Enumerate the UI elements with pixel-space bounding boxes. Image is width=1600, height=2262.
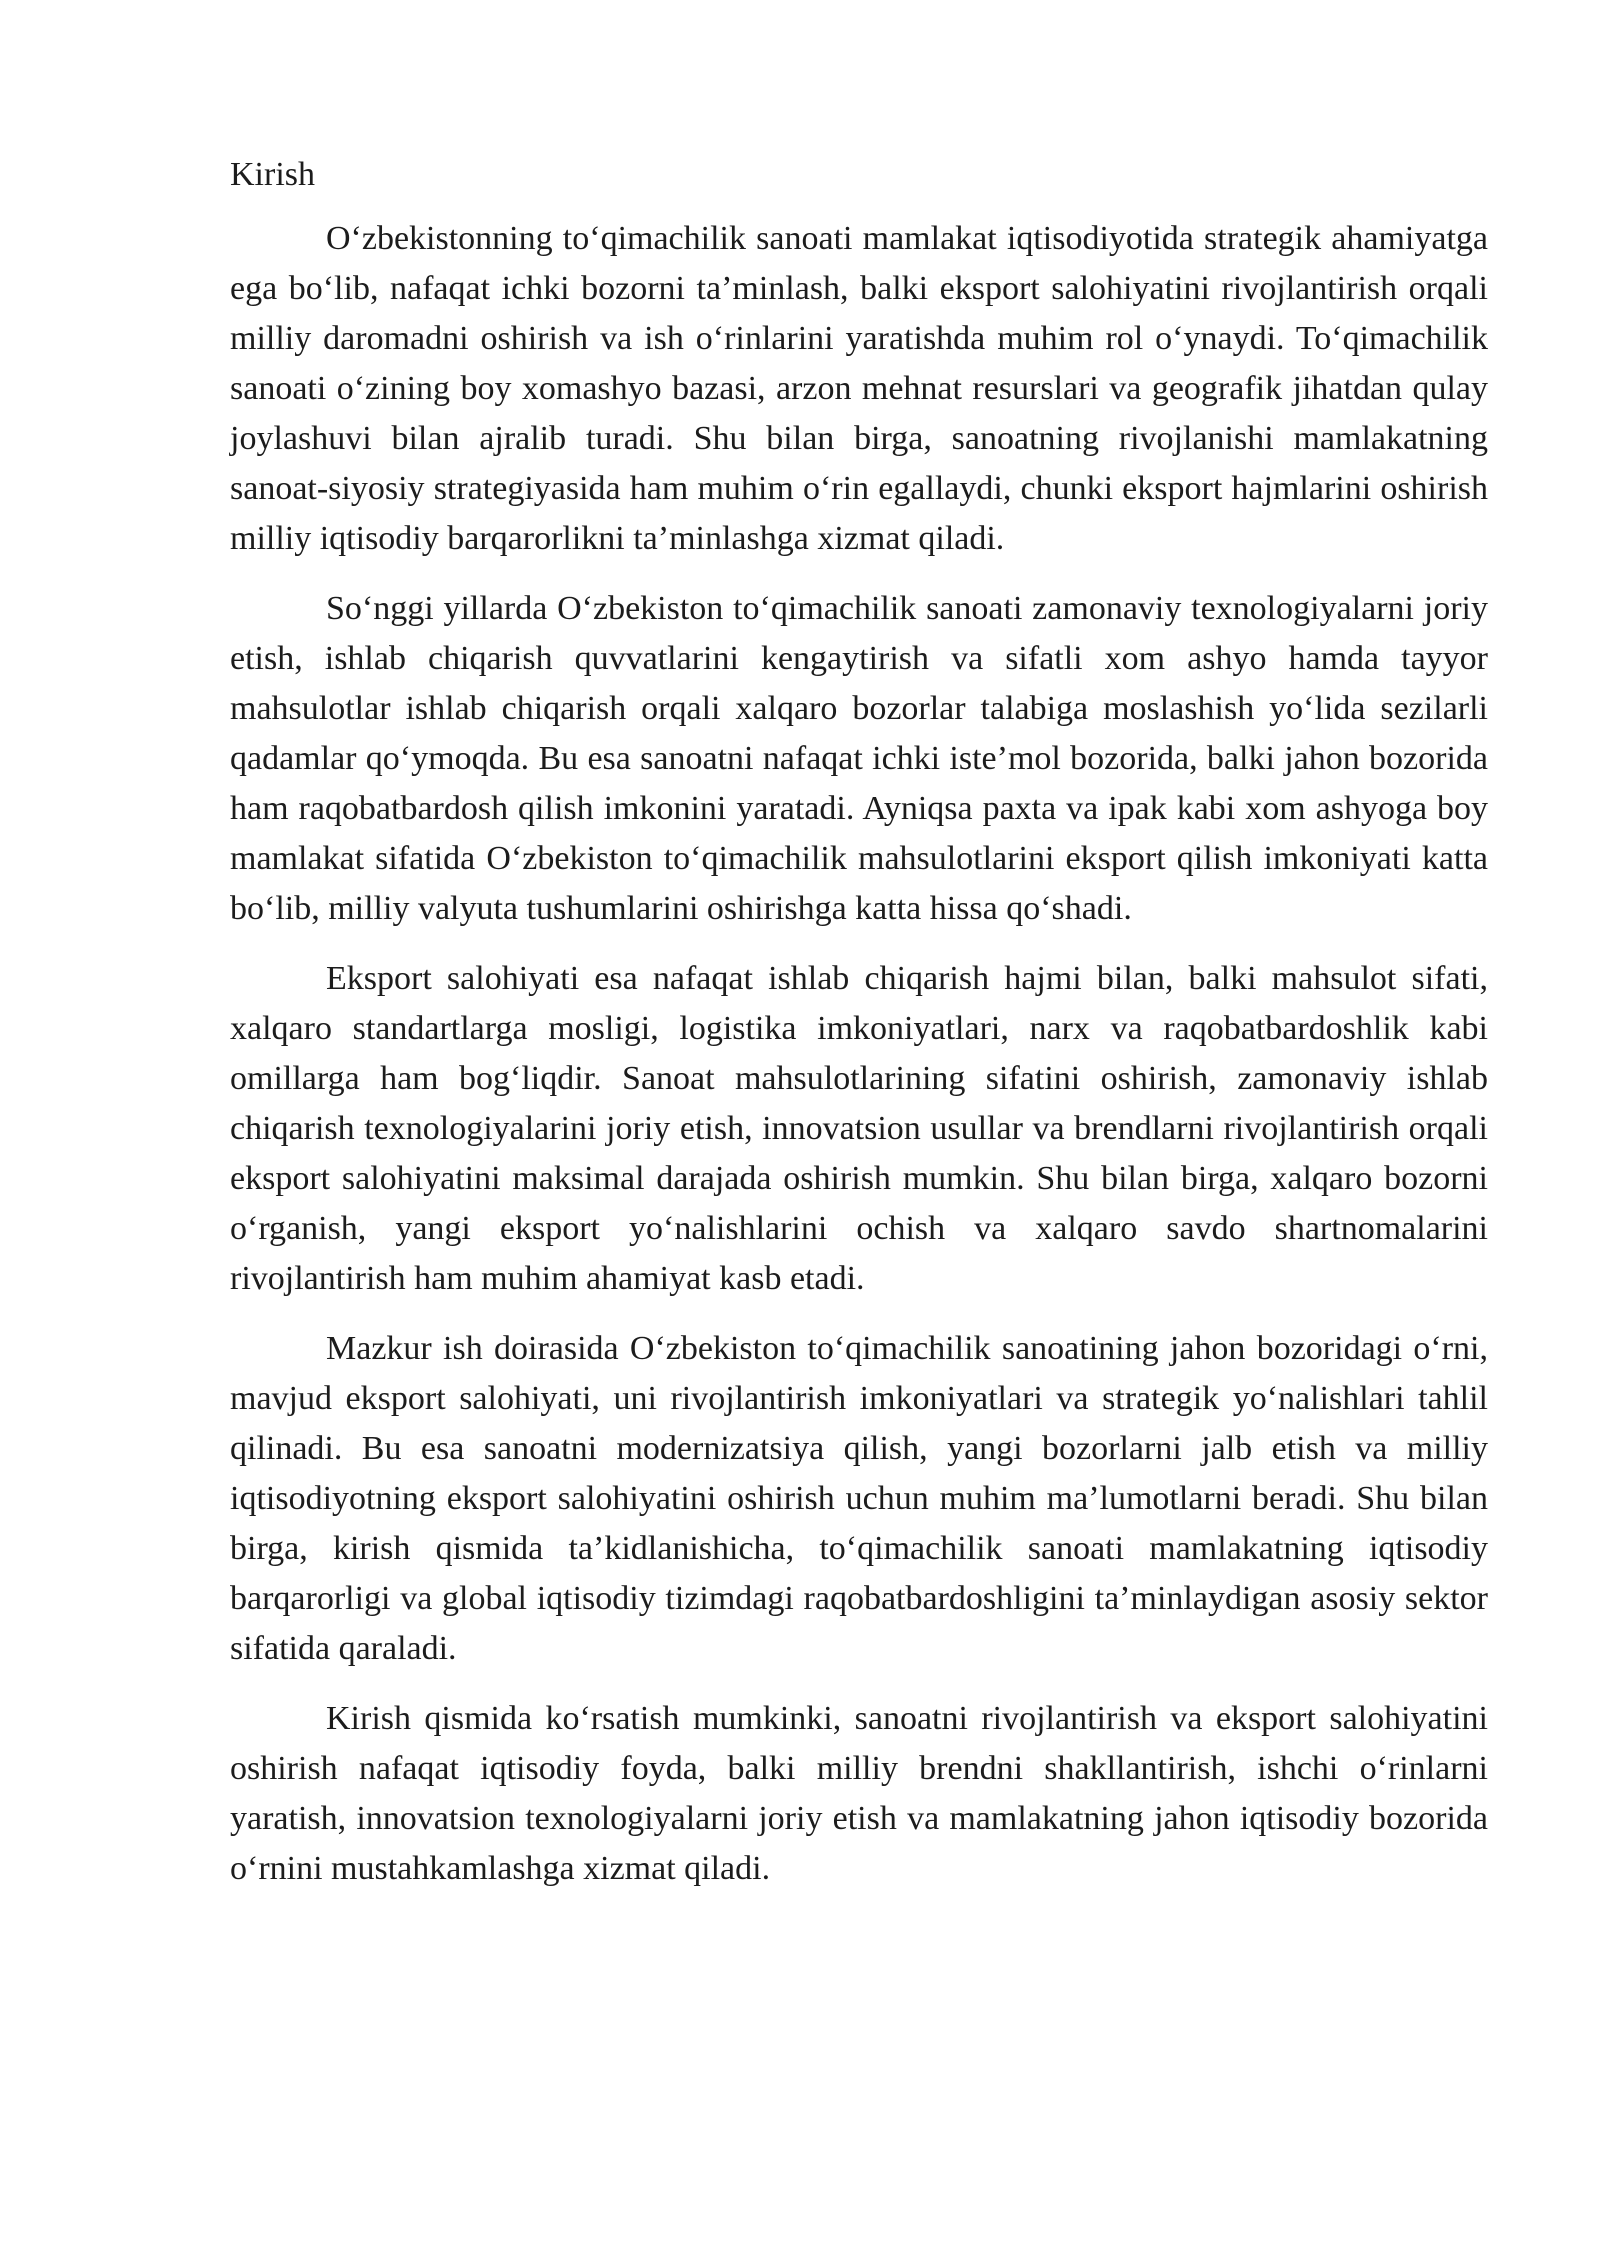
paragraph-1: O‘zbekistonning to‘qimachilik sanoati mamlakat iqtisodiyotida strategik ahamiyatga ega bo‘lib, nafaqat ichki bozorni ta’minlash, balki eksport salohiyatini rivojlantirish orqali milliy daromadni oshirish va ish o‘rinlarini yaratishda muhim rol o‘ynaydi. To‘qimachilik sanoati o‘zining boy xomashyo bazasi, arzon mehnat resurslari va geografik jihatdan qulay joylashuvi bilan ajralib turadi. Shu bilan birga, sanoatning rivojlanishi mamlakatning sanoat-siyosiy strategiyasida ham muhim o‘rin egallaydi, chunki eksport hajmlarini oshirish milliy iqtisodiy barqarorlikni ta’minlashga xizmat qiladi.	[230, 220, 1488, 557]
paragraph-3: Eksport salohiyati esa nafaqat ishlab chiqarish hajmi bilan, balki mahsulot sifati, xalqaro standartlarga mosligi, logistika imkoniyatlari, narx va raqobatbardoshlik kabi omillarga ham bog‘liqdir. Sanoat mahsulotlarining sifatini oshirish, zamonaviy ishlab chiqarish texnologiyalarini joriy etish, innovatsion usullar va brendlarni rivojlantirish orqali eksport salohiyatini maksimal darajada oshirish mumkin. Shu bilan birga, xalqaro bozorni o‘rganish, yangi eksport yo‘nalishlarini ochish va xalqaro savdo shartnomalarini rivojlantirish ham muhim ahamiyat kasb etadi.	[230, 960, 1488, 1297]
paragraph-5: Kirish qismida ko‘rsatish mumkinki, sanoatni rivojlantirish va eksport salohiyatini oshirish nafaqat iqtisodiy foyda, balki milliy brendni shakllantirish, ishchi o‘rinlarni yaratish, innovatsion texnologiyalarni joriy etish va mamlakatning jahon iqtisodiy bozorida o‘rnini mustahkamlashga xizmat qiladi.	[230, 1700, 1488, 1887]
paragraph-4: Mazkur ish doirasida O‘zbekiston to‘qimachilik sanoatining jahon bozoridagi o‘rni, mavjud eksport salohiyati, uni rivojlantirish imkoniyatlari va strategik yo‘nalishlari tahlil qilinadi. Bu esa sanoatni modernizatsiya qilish, yangi bozorlarni jalb etish va milliy iqtisodiyotning eksport salohiyatini oshirish uchun muhim ma’lumotlarni beradi. Shu bilan birga, kirish qismida ta’kidlanishicha, to‘qimachilik sanoati mamlakatning iqtisodiy barqarorligi va global iqtisodiy tizimdagi raqobatbardoshligini ta’minlaydigan asosiy sektor sifatida qaraladi.	[230, 1330, 1488, 1667]
section-heading: Kirish	[230, 156, 315, 193]
document-body	[230, 150, 1488, 1914]
paragraph-2: So‘nggi yillarda O‘zbekiston to‘qimachilik sanoati zamonaviy texnologiyalarni joriy etish, ishlab chiqarish quvvatlarini kengaytirish va sifatli xom ashyo hamda tayyor mahsulotlar ishlab chiqarish orqali xalqaro bozorlar talabiga moslashish yo‘lida sezilarli qadamlar qo‘ymoqda. Bu esa sanoatni nafaqat ichki iste’mol bozorida, balki jahon bozorida ham raqobatbardosh qilish imkonini yaratadi. Ayniqsa paxta va ipak kabi xom ashyoga boy mamlakat sifatida O‘zbekiston to‘qimachilik mahsulotlarini eksport qilish imkoniyati katta bo‘lib, milliy valyuta tushumlarini oshirishga katta hissa qo‘shadi.	[230, 590, 1488, 927]
